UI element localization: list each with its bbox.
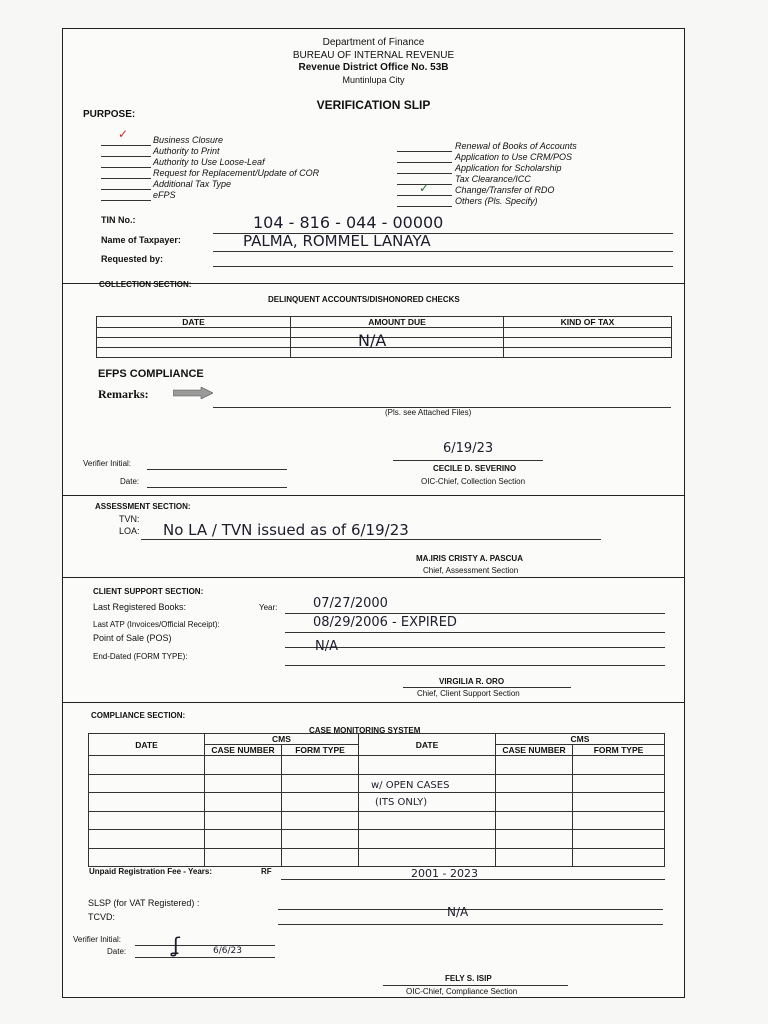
cms-col-cms-left: CMS xyxy=(205,734,359,745)
remarks-label: Remarks: xyxy=(98,387,149,401)
compliance-date-label: Date: xyxy=(107,947,127,956)
col-kind-of-tax: KIND OF TAX xyxy=(504,317,672,328)
purpose-additional-tax-type[interactable]: Additional Tax Type xyxy=(153,179,232,189)
purpose-replacement-cor[interactable]: Request for Replacement/Update of COR xyxy=(153,168,320,178)
purpose-transfer-rdo[interactable]: Change/Transfer of RDO xyxy=(455,185,555,195)
atp-value[interactable]: 08/29/2006 - EXPIRED xyxy=(313,615,457,630)
unpaid-registration-label: Unpaid Registration Fee - Years: xyxy=(89,867,212,876)
loa-label: LOA: xyxy=(119,526,140,536)
cms-col-case-number-right: CASE NUMBER xyxy=(496,745,573,756)
assessment-officer: MA.IRIS CRISTY A. PASCUA xyxy=(416,554,523,563)
compliance-verifier-label: Verifier Initial: xyxy=(73,935,122,944)
cms-note-line1[interactable]: w/ OPEN CASES xyxy=(371,780,450,791)
attached-note: (Pls. see Attached Files) xyxy=(385,408,472,417)
purpose-others[interactable]: Others (Pls. Specify) xyxy=(455,196,538,206)
client-support-label: CLIENT SUPPORT SECTION: xyxy=(93,587,204,596)
purpose-scholarship[interactable]: Application for Scholarship xyxy=(455,163,562,173)
pos-label: Point of Sale (POS) xyxy=(93,633,172,643)
collection-verifier-label: Verifier Initial: xyxy=(83,459,132,468)
verification-slip-form xyxy=(62,28,685,998)
tin-label: TIN No.: xyxy=(101,215,136,225)
rf-value[interactable]: 2001 - 2023 xyxy=(411,867,478,880)
purpose-tax-clearance[interactable]: Tax Clearance/ICC xyxy=(455,174,531,184)
city-name: Muntinlupa City xyxy=(342,75,405,85)
purpose-crm-pos[interactable]: Application to Use CRM/POS xyxy=(455,152,573,162)
tvn-label: TVN: xyxy=(119,514,140,524)
purpose-authority-to-print[interactable]: Authority to Print xyxy=(153,146,220,156)
requested-by-label: Requested by: xyxy=(101,254,164,264)
purpose-label: PURPOSE: xyxy=(83,109,136,120)
assessment-section-label: ASSESSMENT SECTION: xyxy=(95,502,191,511)
checkmark-icon: ✓ xyxy=(419,181,430,195)
cms-col-cms-right: CMS xyxy=(496,734,665,745)
last-atp-label: Last ATP (Invoices/Official Receipt): xyxy=(93,620,220,629)
year-label: Year: xyxy=(259,603,278,612)
assessment-handwritten[interactable]: No LA / TVN issued as of 6/19/23 xyxy=(163,521,409,539)
slsp-label: SLSP (for VAT Registered) : xyxy=(88,898,200,908)
collection-section-label: COLLECTION SECTION: xyxy=(99,280,192,289)
collection-officer: CECILE D. SEVERINO xyxy=(433,464,517,473)
purpose-loose-leaf[interactable]: Authority to Use Loose-Leaf xyxy=(153,157,265,167)
compliance-date-value[interactable]: 6/6/23 xyxy=(213,946,242,956)
collection-signature: 6/19/23 xyxy=(443,441,494,456)
cms-note-line2[interactable]: (ITS ONLY) xyxy=(375,797,428,808)
assessment-officer-title: Chief, Assessment Section xyxy=(423,566,519,575)
last-registered-books-label: Last Registered Books: xyxy=(93,602,187,612)
compliance-officer: FELY S. ISIP xyxy=(445,974,492,983)
collection-officer-title: OIC-Chief, Collection Section xyxy=(421,477,526,486)
cms-col-date-right: DATE xyxy=(359,734,496,756)
end-dated-value[interactable]: N/A xyxy=(315,639,338,654)
purpose-renewal-books[interactable]: Renewal of Books of Accounts xyxy=(455,141,577,151)
client-support-officer: VIRGILIA R. ORO xyxy=(439,677,505,686)
taxpayer-name-label: Name of Taxpayer: xyxy=(101,235,181,245)
col-amount-due: AMOUNT DUE xyxy=(291,317,504,328)
signature-icon: ʆ xyxy=(173,933,180,957)
cms-table-title: CASE MONITORING SYSTEM xyxy=(309,726,421,735)
bureau-name: BUREAU OF INTERNAL REVENUE xyxy=(292,50,455,61)
compliance-officer-title: OIC-Chief, Compliance Section xyxy=(406,987,518,996)
taxpayer-name-value[interactable]: PALMA, ROMMEL LANAYA xyxy=(243,232,431,250)
cms-col-date-left: DATE xyxy=(89,734,205,756)
cms-col-form-type-right: FORM TYPE xyxy=(573,745,665,756)
tcvd-value[interactable]: N/A xyxy=(447,905,469,919)
delinquent-title: DELINQUENT ACCOUNTS/DISHONORED CHECKS xyxy=(268,295,460,304)
dept-name: Department of Finance xyxy=(322,37,425,48)
end-dated-label: End-Dated (FORM TYPE): xyxy=(93,652,188,661)
cms-col-case-number-left: CASE NUMBER xyxy=(205,745,282,756)
checkmark-icon: ✓ xyxy=(118,127,129,141)
rf-label: RF xyxy=(261,867,272,876)
cms-col-form-type-left: FORM TYPE xyxy=(282,745,359,756)
tin-value[interactable]: 104 - 816 - 044 - 00000 xyxy=(253,213,444,232)
purpose-efps[interactable]: eFPS xyxy=(153,190,176,200)
col-date: DATE xyxy=(97,317,291,328)
arrow-right-icon xyxy=(173,387,213,399)
collection-na[interactable]: N/A xyxy=(358,331,387,350)
rdo-name: Revenue District Office No. 53B xyxy=(298,62,449,73)
efps-compliance-label: EFPS COMPLIANCE xyxy=(98,368,204,380)
tcvd-label: TCVD: xyxy=(88,912,115,922)
collection-date-label: Date: xyxy=(120,477,140,486)
purpose-business-closure[interactable]: Business Closure xyxy=(153,135,224,145)
compliance-section-label: COMPLIANCE SECTION: xyxy=(91,711,186,720)
form-title: VERIFICATION SLIP xyxy=(316,98,431,112)
books-year-value[interactable]: 07/27/2000 xyxy=(313,596,388,611)
client-support-officer-title: Chief, Client Support Section xyxy=(417,689,520,698)
